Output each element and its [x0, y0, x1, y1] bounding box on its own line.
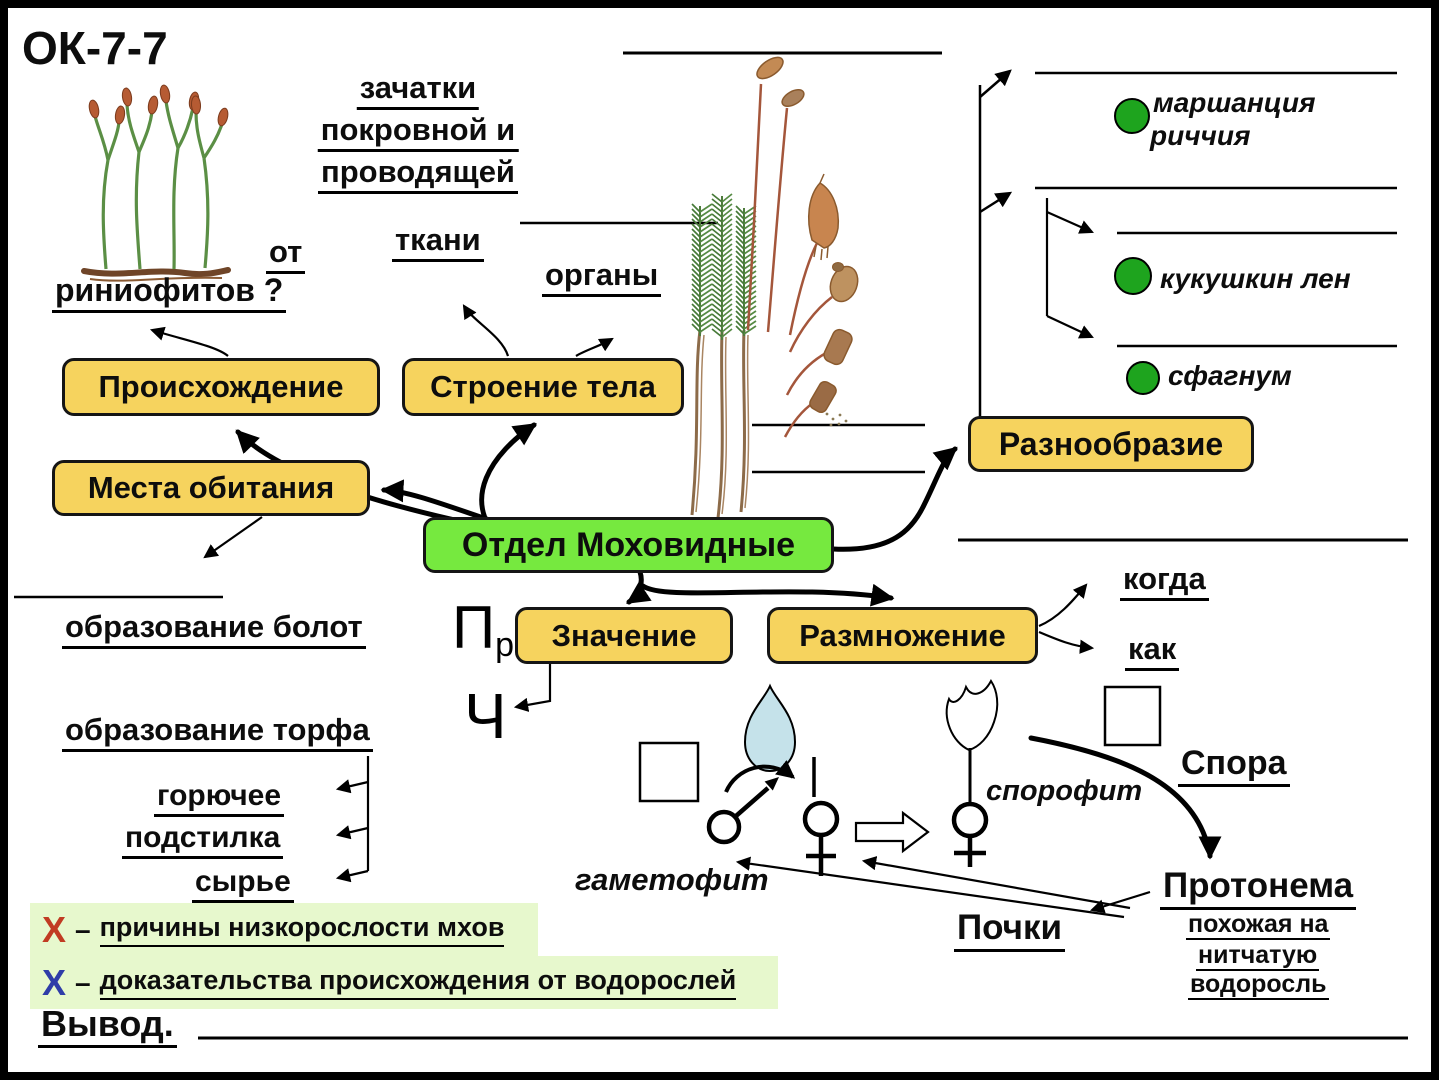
- species-riccia: риччия: [1150, 120, 1251, 151]
- node-reproduction: Размножение: [767, 607, 1038, 664]
- arrow-buds-to-female: [864, 861, 1130, 908]
- arrow-to-reproduction: [643, 586, 891, 598]
- rhyniophytes-label: риниофитов ?: [52, 274, 286, 313]
- arrow-habitats-to-blank: [205, 517, 262, 557]
- legend-blue-text: доказательства происхождения от водорослей: [100, 965, 737, 1000]
- conclusion-label: Вывод.: [38, 1005, 177, 1048]
- rudiments-line-2: покровной и: [318, 114, 519, 152]
- shorthand-ch: Ч: [464, 680, 507, 752]
- buds-label: Почки: [954, 910, 1065, 952]
- species-cuckoo-flax: кукушкин лен: [1160, 263, 1351, 294]
- rudiments-line-3: проводящей: [318, 156, 518, 194]
- legend-red-text: причины низкорослости мхов: [100, 912, 505, 947]
- arrow-body-to-organs: [576, 339, 612, 356]
- arrow-reproduction-to-when: [1039, 585, 1086, 626]
- empty-square-icon: [640, 743, 698, 801]
- arrow-to-meaning: [629, 572, 641, 602]
- legend-row-red: [30, 903, 538, 956]
- protonema-note-3: водоросль: [1188, 971, 1329, 1000]
- arrow-to-diversity: [833, 449, 955, 549]
- species-marchantia: маршанция: [1153, 87, 1316, 118]
- meaning-raw-material: сырье: [192, 866, 294, 903]
- male-symbol-icon: [709, 777, 779, 842]
- gametophyte-label: гаметофит: [575, 862, 769, 897]
- arrow-body-to-tissues: [464, 306, 508, 356]
- shorthand-pr: Пр: [452, 594, 515, 664]
- species-sphagnum: сфагнум: [1168, 360, 1292, 391]
- green-dot-icon: [1115, 99, 1149, 133]
- arrow-meaning-elbow: [516, 664, 550, 707]
- organs-label: органы: [542, 259, 661, 297]
- green-dot-icon: [1115, 258, 1151, 294]
- meaning-litter: подстилка: [122, 822, 283, 859]
- node-body-structure: Строение тела: [402, 358, 684, 416]
- node-meaning: Значение: [515, 607, 733, 664]
- meaning-bogs: образование болот: [62, 611, 366, 649]
- moss-illustration: [692, 53, 862, 518]
- protonema-note-2: нитчатую: [1196, 942, 1319, 971]
- meaning-fuel: горючее: [154, 780, 284, 817]
- green-dot-icon: [1127, 362, 1159, 394]
- legend-blue-dash: –: [75, 966, 91, 998]
- rhyniophyte-illustration: [84, 84, 230, 280]
- peat-products-bracket: [338, 756, 368, 878]
- sporophyte-label: спорофит: [986, 775, 1143, 807]
- meaning-peat: образование торфа: [62, 714, 373, 752]
- water-droplet-icon: [745, 686, 795, 771]
- sporophyte-symbol-icon: [947, 681, 998, 867]
- tissues-label: ткани: [392, 224, 484, 262]
- legend-red-x: Х: [42, 908, 67, 950]
- diversity-tree-lines: [980, 71, 1092, 417]
- node-habitats: Места обитания: [52, 460, 370, 516]
- from-label: от: [266, 236, 305, 274]
- fertilization-arrow: [726, 767, 793, 792]
- node-origin: Происхождение: [62, 358, 380, 416]
- legend-row-blue: [30, 956, 778, 1009]
- female-symbol-icon: [805, 803, 837, 876]
- legend-blue-x: Х: [42, 961, 67, 1003]
- node-division-central: Отдел Моховидные: [423, 517, 834, 573]
- repro-how: как: [1125, 633, 1179, 671]
- rudiments-line-1: зачатки: [357, 72, 479, 110]
- protonema-label: Протонема: [1160, 868, 1356, 910]
- repro-when: когда: [1120, 563, 1209, 601]
- arrow-reproduction-to-how: [1039, 632, 1092, 648]
- arrow-origin-to-rhyniophytes: [152, 330, 228, 356]
- protonema-note-1: похожая на: [1186, 911, 1330, 940]
- arrow-buds-to-male: [738, 862, 1124, 917]
- page-title: ОК-7-7: [22, 22, 168, 74]
- spore-label: Спора: [1178, 746, 1290, 787]
- open-arrow-icon: [856, 813, 928, 851]
- legend-red-dash: –: [75, 913, 91, 945]
- empty-square-icon: [1105, 687, 1160, 745]
- node-diversity: Разнообразие: [968, 416, 1254, 472]
